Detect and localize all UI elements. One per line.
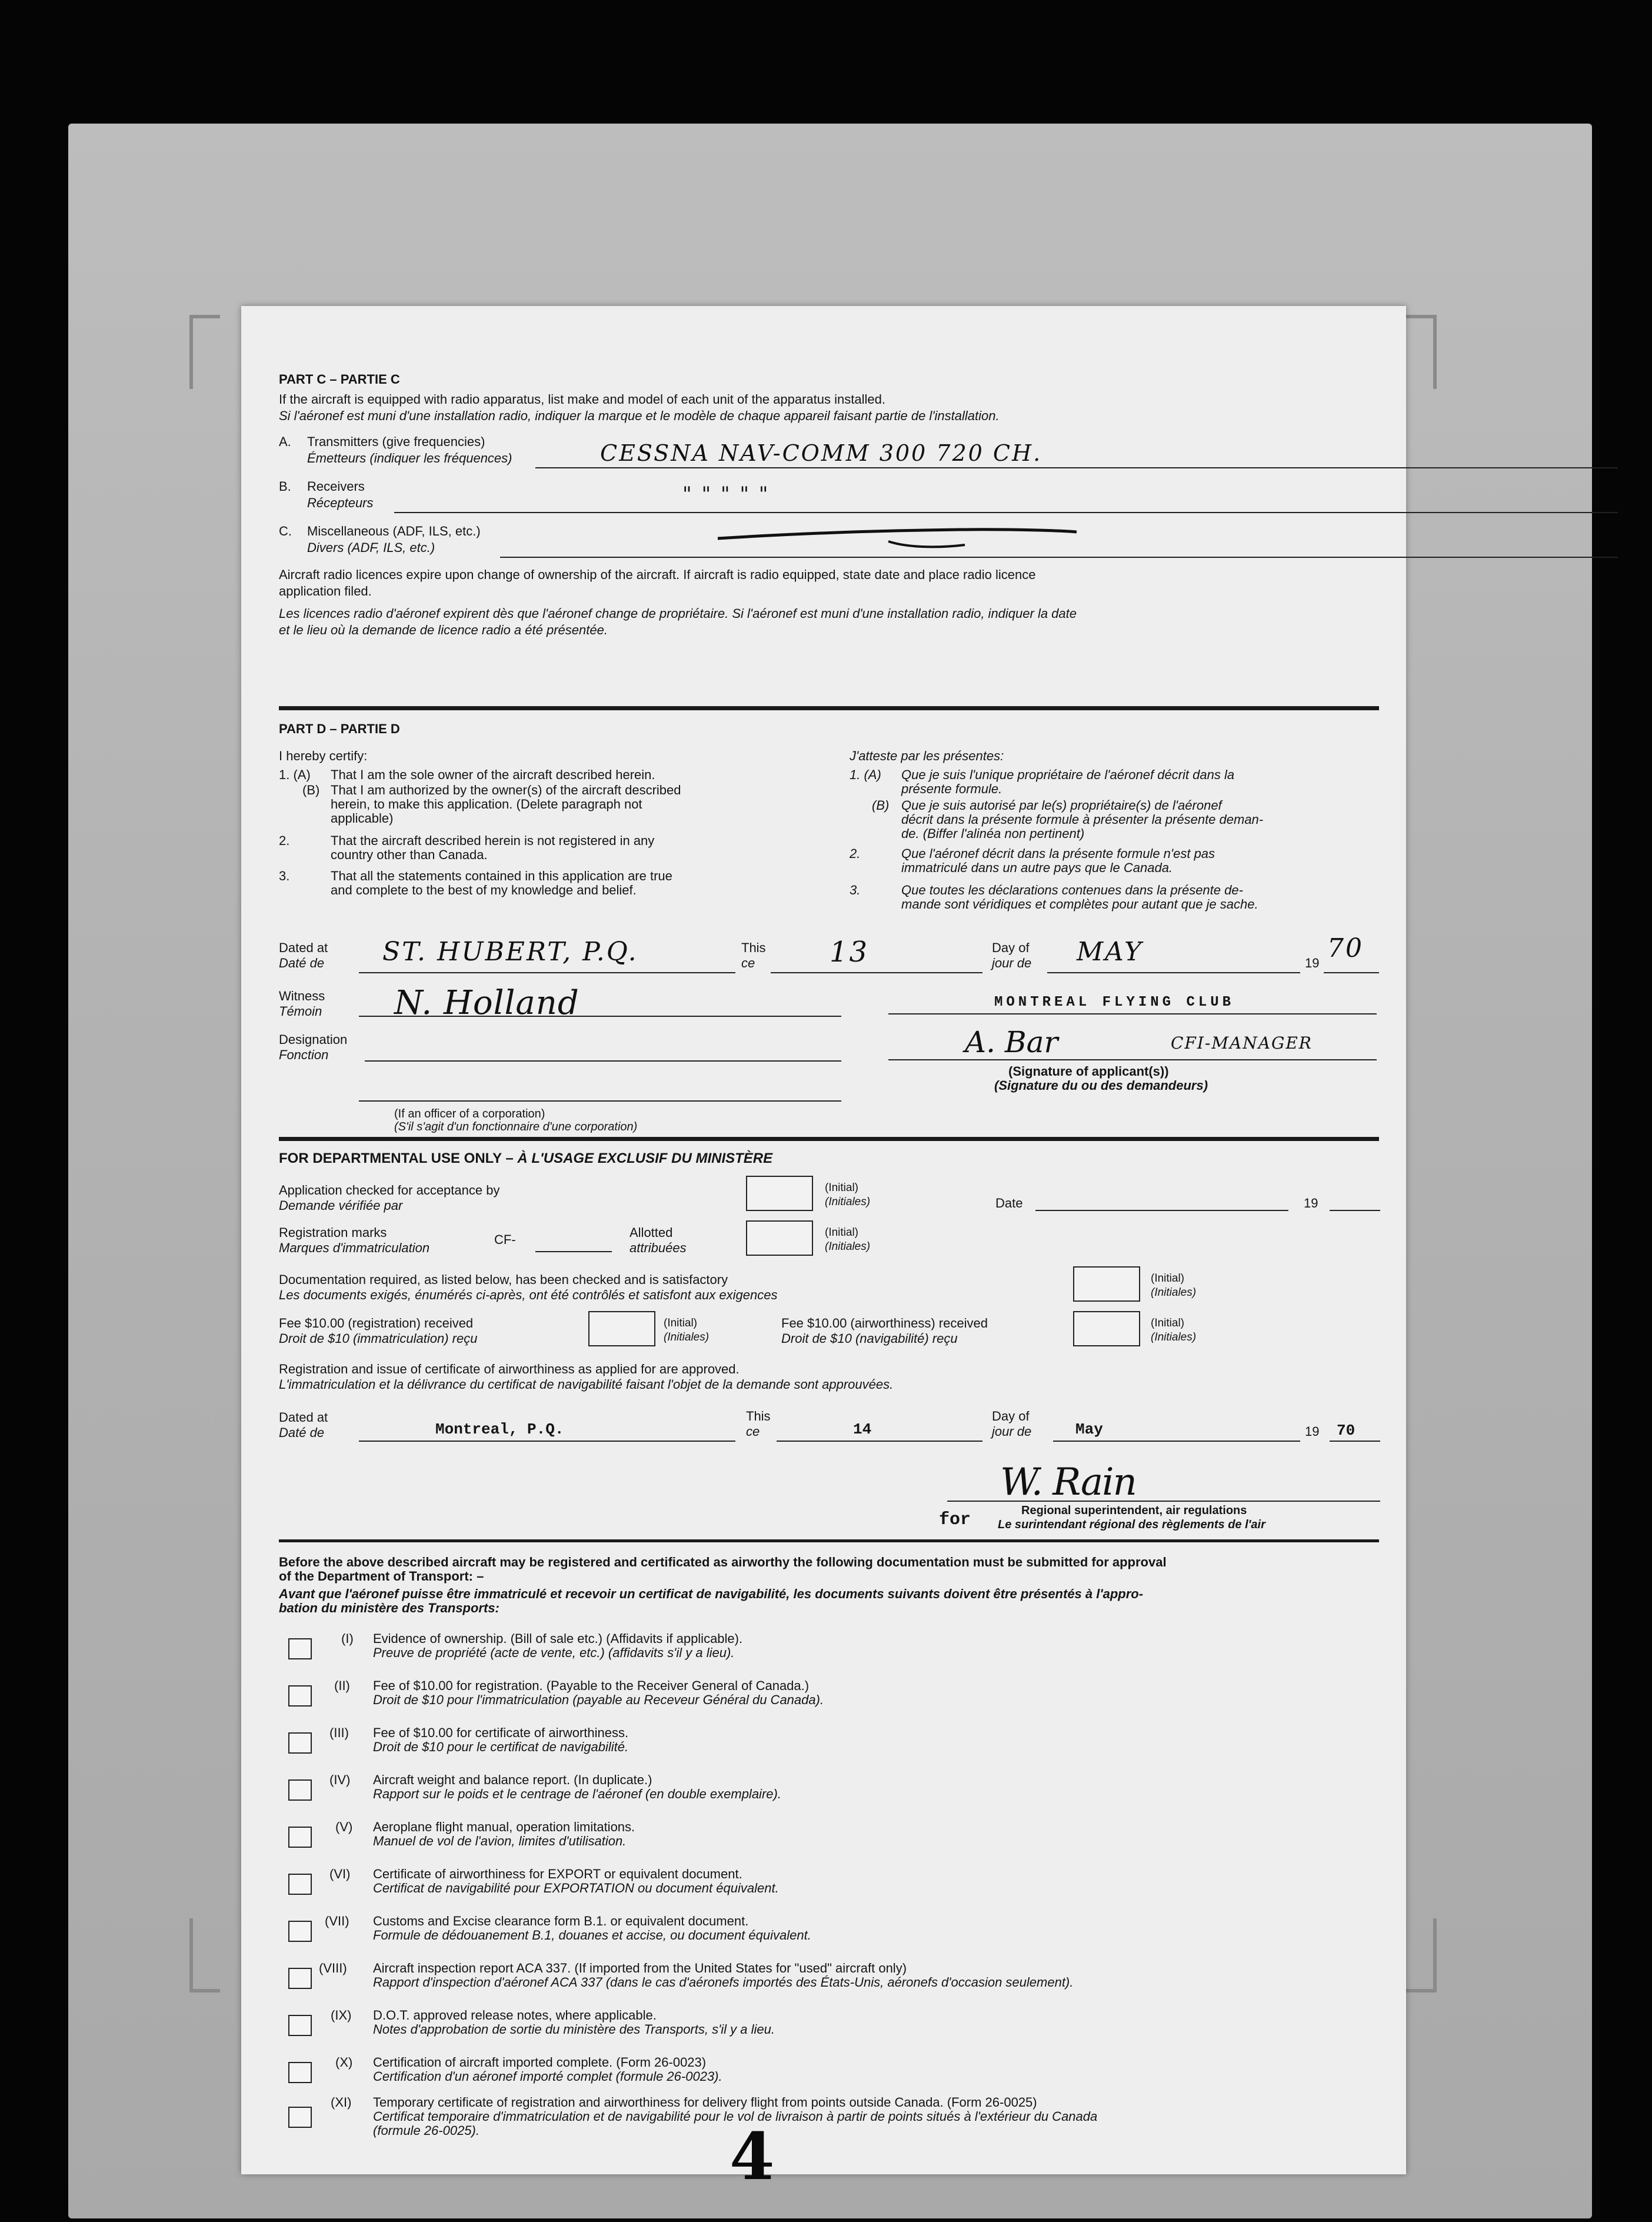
dept-day-of-label-fr: jour de xyxy=(992,1424,1032,1439)
officer-line xyxy=(359,1100,841,1102)
fee-airworthiness-label-fr: Droit de $10 (navigabilité) reçu xyxy=(781,1331,958,1346)
doc-checkbox-10[interactable] xyxy=(288,2062,312,2083)
doc-fr-2: Droit de $10 pour l'immatriculation (payable au Receveur Général du Canada). xyxy=(373,1692,824,1707)
doc-en-8: Aircraft inspection report ACA 337. (If imported from the United States for "used" aircraft only) xyxy=(373,1961,907,1975)
dept-heading xyxy=(279,1151,772,1166)
fee-airworthiness-label: Fee $10.00 (airworthiness) received xyxy=(781,1316,988,1330)
witness-signature[interactable]: N. Holland xyxy=(394,984,579,1022)
cert-fr-1b-text-3: de. (Biffer l'alinéa non pertinent) xyxy=(901,826,1085,841)
doc-checkbox-1[interactable] xyxy=(288,1638,312,1659)
doc-fr-10: Certification d'un aéronef importé complet (formule 26-0023). xyxy=(373,2069,722,2084)
this-label: This xyxy=(741,940,766,955)
doc-fr-3: Droit de $10 pour le certificat de navigabilité. xyxy=(373,1739,629,1754)
witness-line xyxy=(359,1016,841,1017)
doc-checkbox-8[interactable] xyxy=(288,1968,312,1989)
doc-num-10: (X) xyxy=(335,2055,353,2070)
fee-airworthiness-initial-box[interactable] xyxy=(1073,1311,1140,1346)
doc-en-4: Aircraft weight and balance report. (In duplicate.) xyxy=(373,1772,652,1787)
fee-registration-initial-box[interactable] xyxy=(588,1311,655,1346)
club-line xyxy=(888,1013,1377,1014)
allotted-label-fr: attribuées xyxy=(630,1240,687,1255)
regmarks-label: Registration marks xyxy=(279,1225,387,1240)
for-label: for xyxy=(939,1510,971,1530)
cert-2-num: 2. xyxy=(279,833,290,848)
dept-this-label: This xyxy=(746,1409,771,1423)
allotted-initial-label-fr: (Initiales) xyxy=(825,1240,871,1253)
doc-en-10: Certification of aircraft imported complete. (Form 26-0023) xyxy=(373,2055,707,2070)
item-a-letter: A. xyxy=(279,434,291,449)
doc-checkbox-7[interactable] xyxy=(288,1921,312,1942)
day-of-value[interactable]: MAY xyxy=(1077,937,1144,967)
doc-num-5: (V) xyxy=(335,1819,353,1834)
approved-label: Registration and issue of certificate of airworthiness as applied for are approved. xyxy=(279,1362,740,1376)
cf-prefix: CF- xyxy=(494,1232,516,1247)
crop-mark-top-right xyxy=(1406,315,1437,389)
cert-fr-1a-text-2: présente formule. xyxy=(901,781,1002,796)
cert-2-text-2: country other than Canada. xyxy=(331,847,488,862)
cert-1a-num: 1. (A) xyxy=(279,767,311,782)
doc-num-3: (III) xyxy=(329,1725,349,1740)
rule-before-dept xyxy=(279,1137,1379,1141)
date-year-line xyxy=(1330,1210,1380,1211)
documentation-label-fr: Les documents exigés, énumérés ci-après, ont été contrôlés et satisfont aux exigences xyxy=(279,1288,778,1302)
doc-num-8: (VIII) xyxy=(319,1961,347,1975)
doc-num-4: (IV) xyxy=(329,1772,351,1787)
superintendent-title-en: Regional superintendent, air regulations xyxy=(1021,1504,1247,1517)
doc-num-7: (VII) xyxy=(325,1914,349,1928)
dept-year-line xyxy=(1330,1441,1380,1442)
doc-checkbox-3[interactable] xyxy=(288,1732,312,1754)
fee-registration-label: Fee $10.00 (registration) received xyxy=(279,1316,474,1330)
fee-registration-label-fr: Droit de $10 (immatriculation) reçu xyxy=(279,1331,478,1346)
transmitters-label: Transmitters (give frequencies) xyxy=(307,434,485,449)
doc-fr-8: Rapport d'inspection d'aéronef ACA 337 (dans le cas d'aéronefs importés des États-Unis, aéronefs d'occasion seulement). xyxy=(373,1975,1074,1990)
superintendent-line xyxy=(947,1501,1380,1502)
cert-fr-1a-num: 1. (A) xyxy=(850,767,881,782)
dated-label-fr: Daté de xyxy=(279,956,325,970)
cert-1a-text: That I am the sole owner of the aircraft described herein. xyxy=(331,767,655,782)
doc-fr-6: Certificat de navigabilité pour EXPORTATION ou document équivalent. xyxy=(373,1881,779,1895)
cf-line[interactable] xyxy=(535,1251,612,1252)
cert-1b-text-3: applicable) xyxy=(331,811,394,826)
doc-en-5: Aeroplane flight manual, operation limitations. xyxy=(373,1819,635,1834)
cert-fr-1a-text-1: Que je suis l'unique propriétaire de l'aéronef décrit dans la xyxy=(901,767,1235,782)
signature-line xyxy=(888,1059,1377,1060)
dept-day-of-line xyxy=(1053,1441,1300,1442)
checked-label-fr: Demande vérifiée par xyxy=(279,1198,403,1213)
doc-num-1: (I) xyxy=(341,1631,354,1646)
doc-checkbox-4[interactable] xyxy=(288,1779,312,1801)
cert-2-text-1: That the aircraft described herein is not registered in any xyxy=(331,833,655,848)
dated-at-line xyxy=(359,972,735,973)
cert-1b-num: (B) xyxy=(302,783,320,797)
signature-applicant-en: (Signature of applicant(s)) xyxy=(1008,1064,1169,1079)
superintendent-signature[interactable]: W. Rain xyxy=(1000,1461,1136,1504)
part-c-heading: PART C – PARTIE C xyxy=(279,372,400,387)
cert-fr-2-num: 2. xyxy=(850,846,861,861)
signature-applicant-fr: (Signature du ou des demandeurs) xyxy=(994,1078,1208,1093)
dept-year-prefix: 19 xyxy=(1305,1424,1320,1439)
part-c-intro-fr: Si l'aéronef est muni d'une installation radio, indiquer la marque et le modèle de chaque appareil faisant partie de l'installation. xyxy=(279,408,1000,423)
receivers-label-fr: Récepteurs xyxy=(307,495,374,510)
cert-fr-2-text-1: Que l'aéronef décrit dans la présente formule n'est pas xyxy=(901,846,1215,861)
docs-intro-fr-1: Avant que l'aéronef puisse être immatriculé et recevoir un certificat de navigabilité, les documents suivants doivent être présentés à l'appro- xyxy=(279,1586,1144,1601)
cert-3-text-1: That all the statements contained in this application are true xyxy=(331,869,672,883)
doc-en-11: Temporary certificate of registration and airworthiness for delivery flight from points outside Canada. (Form 26-0025) xyxy=(373,2095,1037,2110)
doc-checkbox-6[interactable] xyxy=(288,1874,312,1895)
doc-en-9: D.O.T. approved release notes, where applicable. xyxy=(373,2008,657,2023)
documentation-initial-box[interactable] xyxy=(1073,1266,1140,1302)
doc-checkbox-5[interactable] xyxy=(288,1827,312,1848)
part-c-intro-en: If the aircraft is equipped with radio apparatus, list make and model of each unit of the apparatus installed. xyxy=(279,392,885,407)
fee-airworthiness-initial-label: (Initial) xyxy=(1151,1317,1185,1329)
doc-fr-11-cont: (formule 26-0025). xyxy=(373,2123,479,2138)
dept-day-of-label: Day of xyxy=(992,1409,1030,1423)
dept-dated-label: Dated at xyxy=(279,1410,328,1425)
witness-label-fr: Témoin xyxy=(279,1004,322,1019)
misc-line xyxy=(500,557,1618,558)
dept-dated-value[interactable]: Montreal, P.Q. xyxy=(435,1421,564,1438)
dept-this-value[interactable]: 14 xyxy=(853,1421,872,1438)
doc-checkbox-9[interactable] xyxy=(288,2015,312,2036)
year-line xyxy=(1324,972,1379,973)
doc-en-6: Certificate of airworthiness for EXPORT or equivalent document. xyxy=(373,1867,742,1881)
rule-before-part-d xyxy=(279,706,1379,710)
documentation-initial-label: (Initial) xyxy=(1151,1272,1185,1285)
year-prefix: 19 xyxy=(1305,956,1320,970)
witness-label: Witness xyxy=(279,989,325,1003)
transmitters-value[interactable]: CESSNA NAV-COMM 300 720 CH. xyxy=(600,440,1043,466)
item-b-letter: B. xyxy=(279,479,291,494)
receivers-value[interactable]: " " " " " xyxy=(682,483,770,506)
dept-this-label-fr: ce xyxy=(746,1424,760,1439)
radio-note-fr-2: et le lieu où la demande de licence radio a été présentée. xyxy=(279,623,608,637)
doc-en-2: Fee of $10.00 for registration. (Payable to the Receiver General of Canada.) xyxy=(373,1678,810,1693)
cert-3-num: 3. xyxy=(279,869,290,883)
doc-fr-4: Rapport sur le poids et le centrage de l'aéronef (en double exemplaire). xyxy=(373,1787,781,1801)
margin-handwritten-mark: 4 xyxy=(730,2118,777,2194)
cert-1b-text-2: herein, to make this application. (Delete paragraph not xyxy=(331,797,642,811)
doc-en-1: Evidence of ownership. (Bill of sale etc.) (Affidavits if applicable). xyxy=(373,1631,743,1646)
misc-label: Miscellaneous (ADF, ILS, etc.) xyxy=(307,524,481,538)
cert-3-text-2: and complete to the best of my knowledge and belief. xyxy=(331,883,637,897)
doc-checkbox-11[interactable] xyxy=(288,2107,312,2128)
crop-mark-top-left xyxy=(189,315,220,389)
approved-label-fr: L'immatriculation et la délivrance du certificat de navigabilité faisant l'objet de la demande sont approuvées. xyxy=(279,1377,894,1392)
designation-label-fr: Fonction xyxy=(279,1047,329,1062)
radio-note-fr-1: Les licences radio d'aéronef expirent dès que l'aéronef change de propriétaire. Si l'aéronef est muni d'une installation radio, indiquer la date xyxy=(279,606,1077,621)
dept-this-line xyxy=(777,1441,982,1442)
club-stamp: MONTREAL FLYING CLUB xyxy=(994,994,1235,1010)
receivers-label: Receivers xyxy=(307,479,365,494)
dept-dated-label-fr: Daté de xyxy=(279,1425,325,1440)
doc-fr-1: Preuve de propriété (acte de vente, etc.) (affidavits s'il y a lieu). xyxy=(373,1645,735,1660)
crop-mark-bottom-left xyxy=(189,1918,220,1993)
docs-intro-fr-2: bation du ministère des Transports: xyxy=(279,1601,499,1615)
certify-fr: J'atteste par les présentes: xyxy=(850,749,1004,763)
allotted-initial-box[interactable] xyxy=(746,1220,813,1256)
doc-num-9: (IX) xyxy=(331,2008,352,2023)
doc-checkbox-2[interactable] xyxy=(288,1685,312,1707)
cert-fr-1b-text-1: Que je suis autorisé par le(s) propriétaire(s) de l'aéronef xyxy=(901,798,1222,813)
this-day-line xyxy=(771,972,982,973)
superintendent-title-fr: Le surintendant régional des règlements de l'air xyxy=(998,1518,1265,1531)
cert-fr-3-num: 3. xyxy=(850,883,861,897)
checked-initial-box[interactable] xyxy=(746,1176,813,1211)
certify-en: I hereby certify: xyxy=(279,749,368,763)
fee-registration-initial-label: (Initial) xyxy=(664,1317,698,1329)
doc-en-3: Fee of $10.00 for certificate of airworthiness. xyxy=(373,1725,629,1740)
this-day-value[interactable]: 13 xyxy=(830,936,870,969)
doc-fr-5: Manuel de vol de l'avion, limites d'utilisation. xyxy=(373,1834,627,1848)
dept-day-of-value[interactable]: May xyxy=(1075,1421,1103,1438)
cert-fr-3-text-2: mande sont véridiques et complètes pour autant que je sache. xyxy=(901,897,1258,912)
allotted-label: Allotted xyxy=(630,1225,673,1240)
receivers-line xyxy=(394,512,1618,513)
checked-initial-label-fr: (Initiales) xyxy=(825,1196,871,1208)
docs-intro-en-1: Before the above described aircraft may be registered and certificated as airworthy the following documentation must be submitted for approval xyxy=(279,1555,1167,1569)
documentation-label: Documentation required, as listed below, has been checked and is satisfactory xyxy=(279,1272,728,1287)
radio-note-en-1: Aircraft radio licences expire upon change of ownership of the aircraft. If aircraft is radio equipped, state date and place radio licence xyxy=(279,567,1036,582)
year-value[interactable]: 70 xyxy=(1327,933,1364,963)
checked-label: Application checked for acceptance by xyxy=(279,1183,500,1198)
doc-fr-11: Certificat temporaire d'immatriculation et de navigabilité pour le vol de livraison à partir de points situés à l'extérieur du Canada xyxy=(373,2109,1098,2124)
cert-1b-text-1: That I am authorized by the owner(s) of the aircraft described xyxy=(331,783,681,797)
dated-at-value[interactable]: ST. HUBERT, P.Q. xyxy=(382,937,638,967)
applicant-title[interactable]: CFI-MANAGER xyxy=(1171,1033,1313,1053)
dept-heading-en: FOR DEPARTMENTAL USE ONLY – xyxy=(279,1150,518,1166)
regmarks-label-fr: Marques d'immatriculation xyxy=(279,1240,430,1255)
this-label-fr: ce xyxy=(741,956,755,970)
fee-registration-initial-label-fr: (Initiales) xyxy=(664,1331,710,1343)
doc-fr-7: Formule de dédouanement B.1, douanes et accise, ou document équivalent. xyxy=(373,1928,811,1942)
cert-fr-1b-text-2: décrit dans la présente formule à présenter la présente deman- xyxy=(901,812,1264,827)
rule-before-docs xyxy=(279,1539,1379,1542)
checked-initial-label: (Initial) xyxy=(825,1182,859,1194)
fee-airworthiness-initial-label-fr: (Initiales) xyxy=(1151,1331,1197,1343)
date-year-prefix: 19 xyxy=(1304,1196,1318,1210)
doc-num-11: (XI) xyxy=(331,2095,352,2110)
allotted-initial-label: (Initial) xyxy=(825,1226,859,1239)
dept-heading-fr: À L'USAGE EXCLUSIF DU MINISTÈRE xyxy=(517,1150,773,1166)
radio-note-en-2: application filed. xyxy=(279,584,372,598)
misc-label-fr: Divers (ADF, ILS, etc.) xyxy=(307,540,435,555)
crop-mark-bottom-right xyxy=(1406,1918,1437,1993)
form-sheet xyxy=(241,306,1406,2174)
part-d-heading: PART D – PARTIE D xyxy=(279,721,400,736)
doc-num-6: (VI) xyxy=(329,1867,351,1881)
officer-note-en: (If an officer of a corporation) xyxy=(394,1107,545,1120)
cert-fr-2-text-2: immatriculé dans un autre pays que le Canada. xyxy=(901,860,1173,875)
doc-num-2: (II) xyxy=(334,1678,350,1693)
item-c-letter: C. xyxy=(279,524,292,538)
dated-label: Dated at xyxy=(279,940,328,955)
applicant-signature[interactable]: A. Bar xyxy=(965,1025,1058,1059)
officer-note-fr: (S'il s'agit d'un fonctionnaire d'une corporation) xyxy=(394,1120,638,1133)
doc-en-7: Customs and Excise clearance form B.1. or equivalent document. xyxy=(373,1914,749,1928)
documentation-initial-label-fr: (Initiales) xyxy=(1151,1286,1197,1299)
day-of-label-fr: jour de xyxy=(992,956,1032,970)
misc-dash-mark xyxy=(712,518,1088,559)
transmitters-line xyxy=(535,467,1618,468)
doc-fr-9: Notes d'approbation de sortie du ministère des Transports, s'il y a lieu. xyxy=(373,2022,775,2037)
day-of-label: Day of xyxy=(992,940,1030,955)
date-line xyxy=(1035,1210,1288,1211)
docs-intro-en-2: of the Department of Transport: – xyxy=(279,1569,484,1584)
cert-fr-3-text-1: Que toutes les déclarations contenues dans la présente de- xyxy=(901,883,1243,897)
date-label: Date xyxy=(995,1196,1023,1210)
dept-year-value[interactable]: 70 xyxy=(1337,1422,1355,1439)
designation-line xyxy=(365,1060,841,1062)
cert-fr-1b-num: (B) xyxy=(872,798,890,813)
designation-label: Designation xyxy=(279,1032,348,1047)
day-of-line xyxy=(1047,972,1300,973)
transmitters-label-fr: Émetteurs (indiquer les fréquences) xyxy=(307,451,512,465)
dept-dated-line xyxy=(359,1441,735,1442)
